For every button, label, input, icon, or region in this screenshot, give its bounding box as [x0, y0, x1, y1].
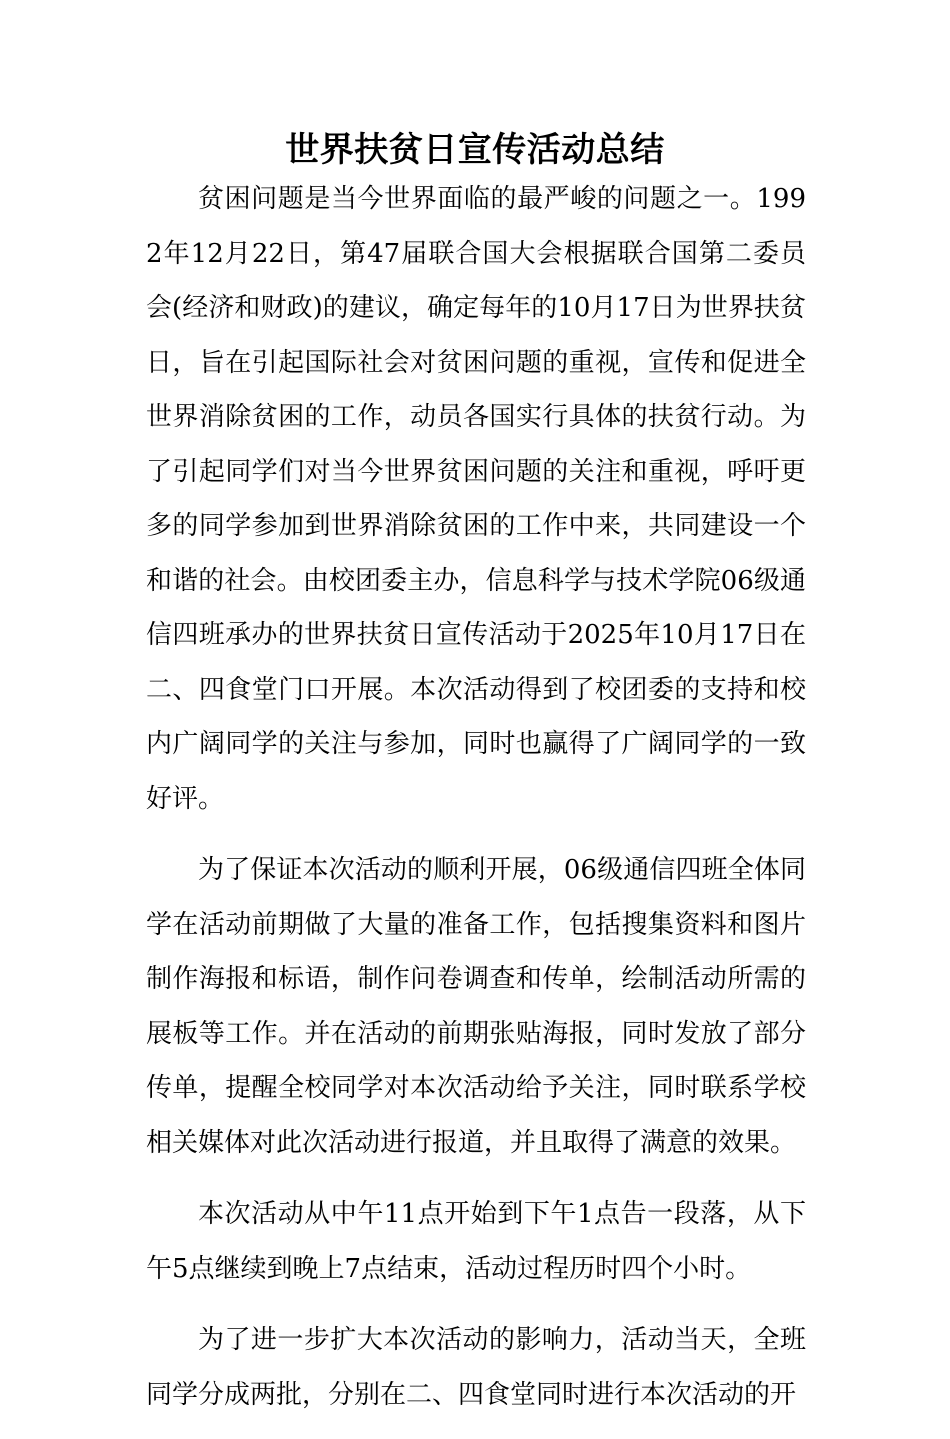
- paragraph-2: 为了保证本次活动的顺利开展，06级通信四班全体同学在活动前期做了大量的准备工作，包括搜集资料和图片制作海报和标语，制作问卷调查和传单，绘制活动所需的展板等工作。并在活动的前期张贴海报，同时发放了部分传单，提醒全校同学对本次活动给予关注，同时联系学校相关媒体对此次活动进行报道，并且取得了满意的效果。: [146, 855, 806, 1158]
- document-body: [146, 172, 806, 1439]
- paragraph-3: 本次活动从中午11点开始到下午1点告一段落，从下午5点继续到晚上7点结束，活动过程历时四个小时。: [146, 1199, 806, 1284]
- paragraph-1: 贫困问题是当今世界面临的最严峻的问题之一。1992年12月22日，第47届联合国大会根据联合国第二委员会(经济和财政)的建议，确定每年的10月17日为世界扶贫日，旨在引起国际社会对贫困问题的重视，宣传和促进全世界消除贫困的工作，动员各国实行具体的扶贫行动。为了引起同学们对当今世界贫困问题的关注和重视，呼吁更多的同学参加到世界消除贫困的工作中来，共同建设一个和谐的社会。由校团委主办，信息科学与技术学院06级通信四班承办的世界扶贫日宣传活动于2025年10月17日在二、四食堂门口开展。本次活动得到了校团委的支持和校内广阔同学的关注与参加，同时也赢得了广阔同学的一致好评。: [146, 184, 806, 814]
- paragraph-4: 为了进一步扩大本次活动的影响力，活动当天，全班同学分成两批，分别在二、四食堂同时进行本次活动的开: [146, 1325, 806, 1410]
- document-title: 世界扶贫日宣传活动总结: [285, 130, 665, 170]
